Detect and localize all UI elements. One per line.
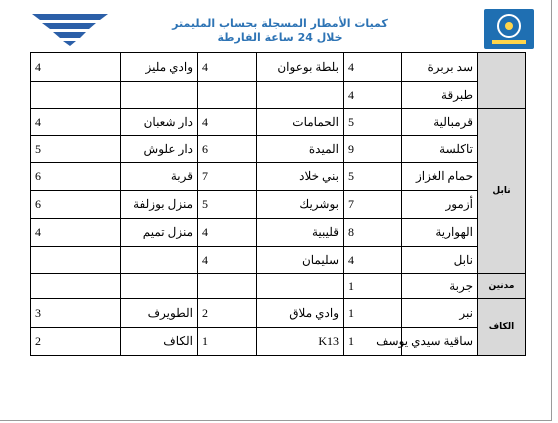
value-2-cell [198,82,257,109]
station-2-cell: قليبية [257,219,344,247]
station-1-cell: أزمور [402,191,478,219]
station-1-cell: الهوارية [402,219,478,247]
value-1-cell: 9 [344,136,402,163]
value-2-cell [198,274,257,299]
value-1-cell: 8 [344,219,402,247]
table-row [31,328,526,356]
station-3-cell [121,247,198,274]
value-3-cell: 4 [31,109,121,136]
station-1-cell: نابل [402,247,478,274]
chevron-stripes-logo-icon [28,10,114,48]
value-1-cell: 4 [344,53,402,82]
station-2-cell: K13 [257,328,344,356]
value-3-cell [31,82,121,109]
table-row [31,109,526,136]
table-row [31,219,526,247]
value-1-cell: 5 [344,109,402,136]
station-3-cell [121,274,198,299]
station-2-cell: الميدة [257,136,344,163]
title-line-2: خلال 24 ساعة الفارطة [217,31,343,44]
value-2-cell: 1 [198,328,257,356]
station-3-cell: منزل بوزلفة [121,191,198,219]
region-cell: نابل [478,109,526,274]
station-3-cell [121,82,198,109]
table-row [31,53,526,82]
rainfall-table [30,52,526,356]
station-2-cell [257,274,344,299]
value-2-cell: 4 [198,53,257,82]
region-cell: مدنين [478,274,526,299]
header [0,0,552,52]
region-cell: الكاف [478,299,526,356]
institution-emblem-icon [484,9,534,49]
value-3-cell: 3 [31,299,121,328]
station-2-cell: بني خلاد [257,163,344,191]
station-1-cell: تاكلسة [402,136,478,163]
station-2-cell: بلطة بوعوان [257,53,344,82]
value-2-cell: 5 [198,191,257,219]
value-3-cell: 6 [31,163,121,191]
value-2-cell: 4 [198,109,257,136]
table-row [31,136,526,163]
value-1-cell: 4 [344,247,402,274]
station-1-cell: قرمبالية [402,109,478,136]
value-3-cell: 6 [31,191,121,219]
station-1-cell: نبر [402,299,478,328]
station-3-cell: وادي مليز [121,53,198,82]
table-row [31,163,526,191]
station-3-cell: دار علوش [121,136,198,163]
value-3-cell [31,247,121,274]
station-1-cell: سد بربرة [402,53,478,82]
value-2-cell: 4 [198,247,257,274]
station-3-cell: قربة [121,163,198,191]
station-2-cell: وادي ملاق [257,299,344,328]
station-2-cell: الحمامات [257,109,344,136]
value-3-cell: 2 [31,328,121,356]
value-3-cell: 4 [31,219,121,247]
region-cell [478,53,526,109]
station-1-cell: ساقية سيدي يوسف [402,328,478,356]
value-2-cell: 4 [198,219,257,247]
value-3-cell: 5 [31,136,121,163]
value-1-cell: 7 [344,191,402,219]
station-3-cell: الكاف [121,328,198,356]
table-row [31,299,526,328]
value-3-cell [31,274,121,299]
station-1-cell: جربة [402,274,478,299]
value-1-cell: 5 [344,163,402,191]
value-1-cell: 4 [344,82,402,109]
title-line-1: كميات الأمطار المسجلة بحساب المليمتر [172,17,388,30]
value-1-cell: 1 [344,328,402,356]
station-1-cell: طبرقة [402,82,478,109]
table-row [31,82,526,109]
table-row [31,247,526,274]
station-3-cell: منزل تميم [121,219,198,247]
value-2-cell: 2 [198,299,257,328]
table-row [31,191,526,219]
value-1-cell: 1 [344,274,402,299]
value-3-cell: 4 [31,53,121,82]
value-1-cell: 1 [344,299,402,328]
station-2-cell: بوشريك [257,191,344,219]
value-2-cell: 6 [198,136,257,163]
station-3-cell: دار شعبان [121,109,198,136]
value-2-cell: 7 [198,163,257,191]
station-2-cell: سليمان [257,247,344,274]
table-row [31,274,526,299]
station-3-cell: الطويرف [121,299,198,328]
station-2-cell [257,82,344,109]
station-1-cell: حمام الغزاز [402,163,478,191]
